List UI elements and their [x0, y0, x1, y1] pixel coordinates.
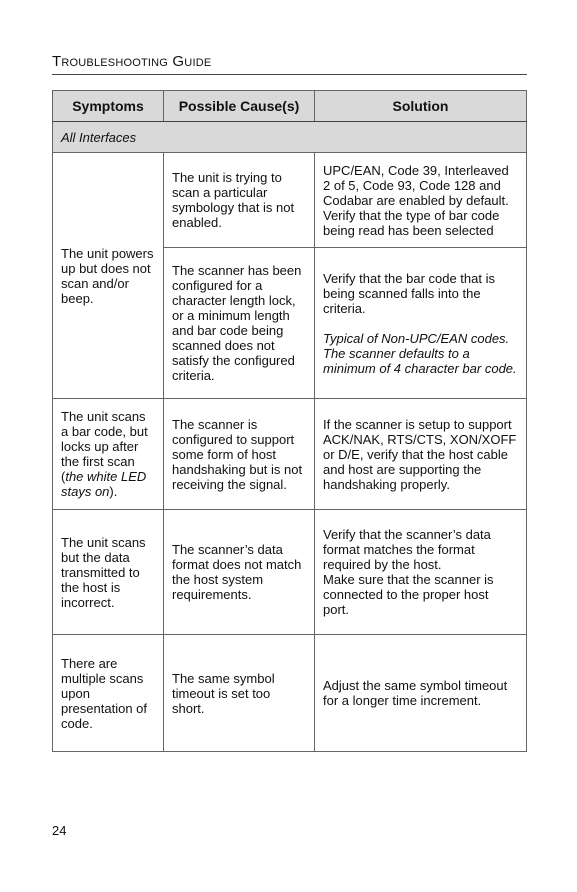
cause-cell	[164, 153, 315, 248]
symptom-cell	[53, 399, 164, 510]
column-header-symptoms: Symptoms	[53, 91, 164, 122]
cause-text: The scanner is configured to support some form of host handshaking but is not receiving the signal.	[172, 416, 303, 492]
page-title: Troubleshooting Guide	[52, 53, 212, 70]
page-header	[52, 52, 527, 75]
spacer	[323, 316, 518, 331]
symptom-text-part: ).	[109, 484, 118, 499]
cause-cell	[164, 510, 315, 635]
table-header-row	[53, 91, 527, 122]
page-number: 24	[52, 823, 67, 838]
table-row	[53, 510, 527, 635]
cause-cell	[164, 399, 315, 510]
column-header-causes: Possible Cause(s)	[164, 91, 315, 122]
solution-text: Verify that the bar code that is being scanned falls into the criteria.	[323, 270, 495, 316]
section-row	[53, 122, 527, 153]
solution-text: If the scanner is setup to support ACK/NAK, RTS/CTS, XON/XOFF or D/E, verify that the host cable and host are supporting the handshaking properly.	[323, 416, 517, 492]
symptom-cell	[53, 153, 164, 399]
solution-cell	[315, 399, 527, 510]
symptom-text: There are multiple scans upon presentation of code.	[61, 655, 148, 731]
solution-cell	[315, 635, 527, 752]
symptom-text	[61, 409, 155, 499]
cause-text: The unit is trying to scan a particular symbology that is not enabled.	[172, 170, 295, 230]
table-row	[53, 399, 527, 510]
cause-cell	[164, 248, 315, 399]
table-row	[53, 635, 527, 752]
cause-text: The scanner has been configured for a character length lock, or a minimum length and bar code being scanned does not satisfy the configured criteria.	[172, 263, 302, 383]
solution-cell	[315, 248, 527, 399]
solution-cell	[315, 510, 527, 635]
cause-text: The same symbol timeout is set too short.	[172, 670, 275, 716]
solution-text: Make sure that the scanner is connected to the proper host port.	[323, 572, 494, 617]
solution-text: Verify that the scanner’s data format matches the format required by the host.	[323, 527, 491, 572]
symptom-cell	[53, 510, 164, 635]
symptom-cell	[53, 635, 164, 752]
troubleshooting-table	[52, 90, 527, 752]
symptom-text: The unit scans but the data transmitted to the host is incorrect.	[61, 534, 146, 610]
solution-note: Typical of Non-UPC/EAN codes. The scanner defaults to a minimum of 4 character bar code.	[323, 330, 517, 376]
solution-text: UPC/EAN, Code 39, Interleaved 2 of 5, Code 93, Code 128 and Codabar are enabled by default. Verify that the type of bar code being read has been selected	[323, 162, 509, 238]
table-row	[53, 153, 527, 248]
symptom-text-part: The unit scans a bar code, but locks up after the first scan (	[61, 409, 148, 484]
solution-cell	[315, 153, 527, 248]
solution-text: Adjust the same symbol timeout for a longer time increment.	[323, 678, 508, 708]
section-label: All Interfaces	[53, 122, 527, 153]
cause-text: The scanner’s data format does not match the host system requirements.	[172, 542, 302, 602]
column-header-solution: Solution	[315, 91, 527, 122]
symptom-text: The unit powers up but does not scan and/or beep.	[61, 245, 154, 306]
cause-cell	[164, 635, 315, 752]
symptom-text-italic: the white LED stays on	[61, 469, 147, 499]
